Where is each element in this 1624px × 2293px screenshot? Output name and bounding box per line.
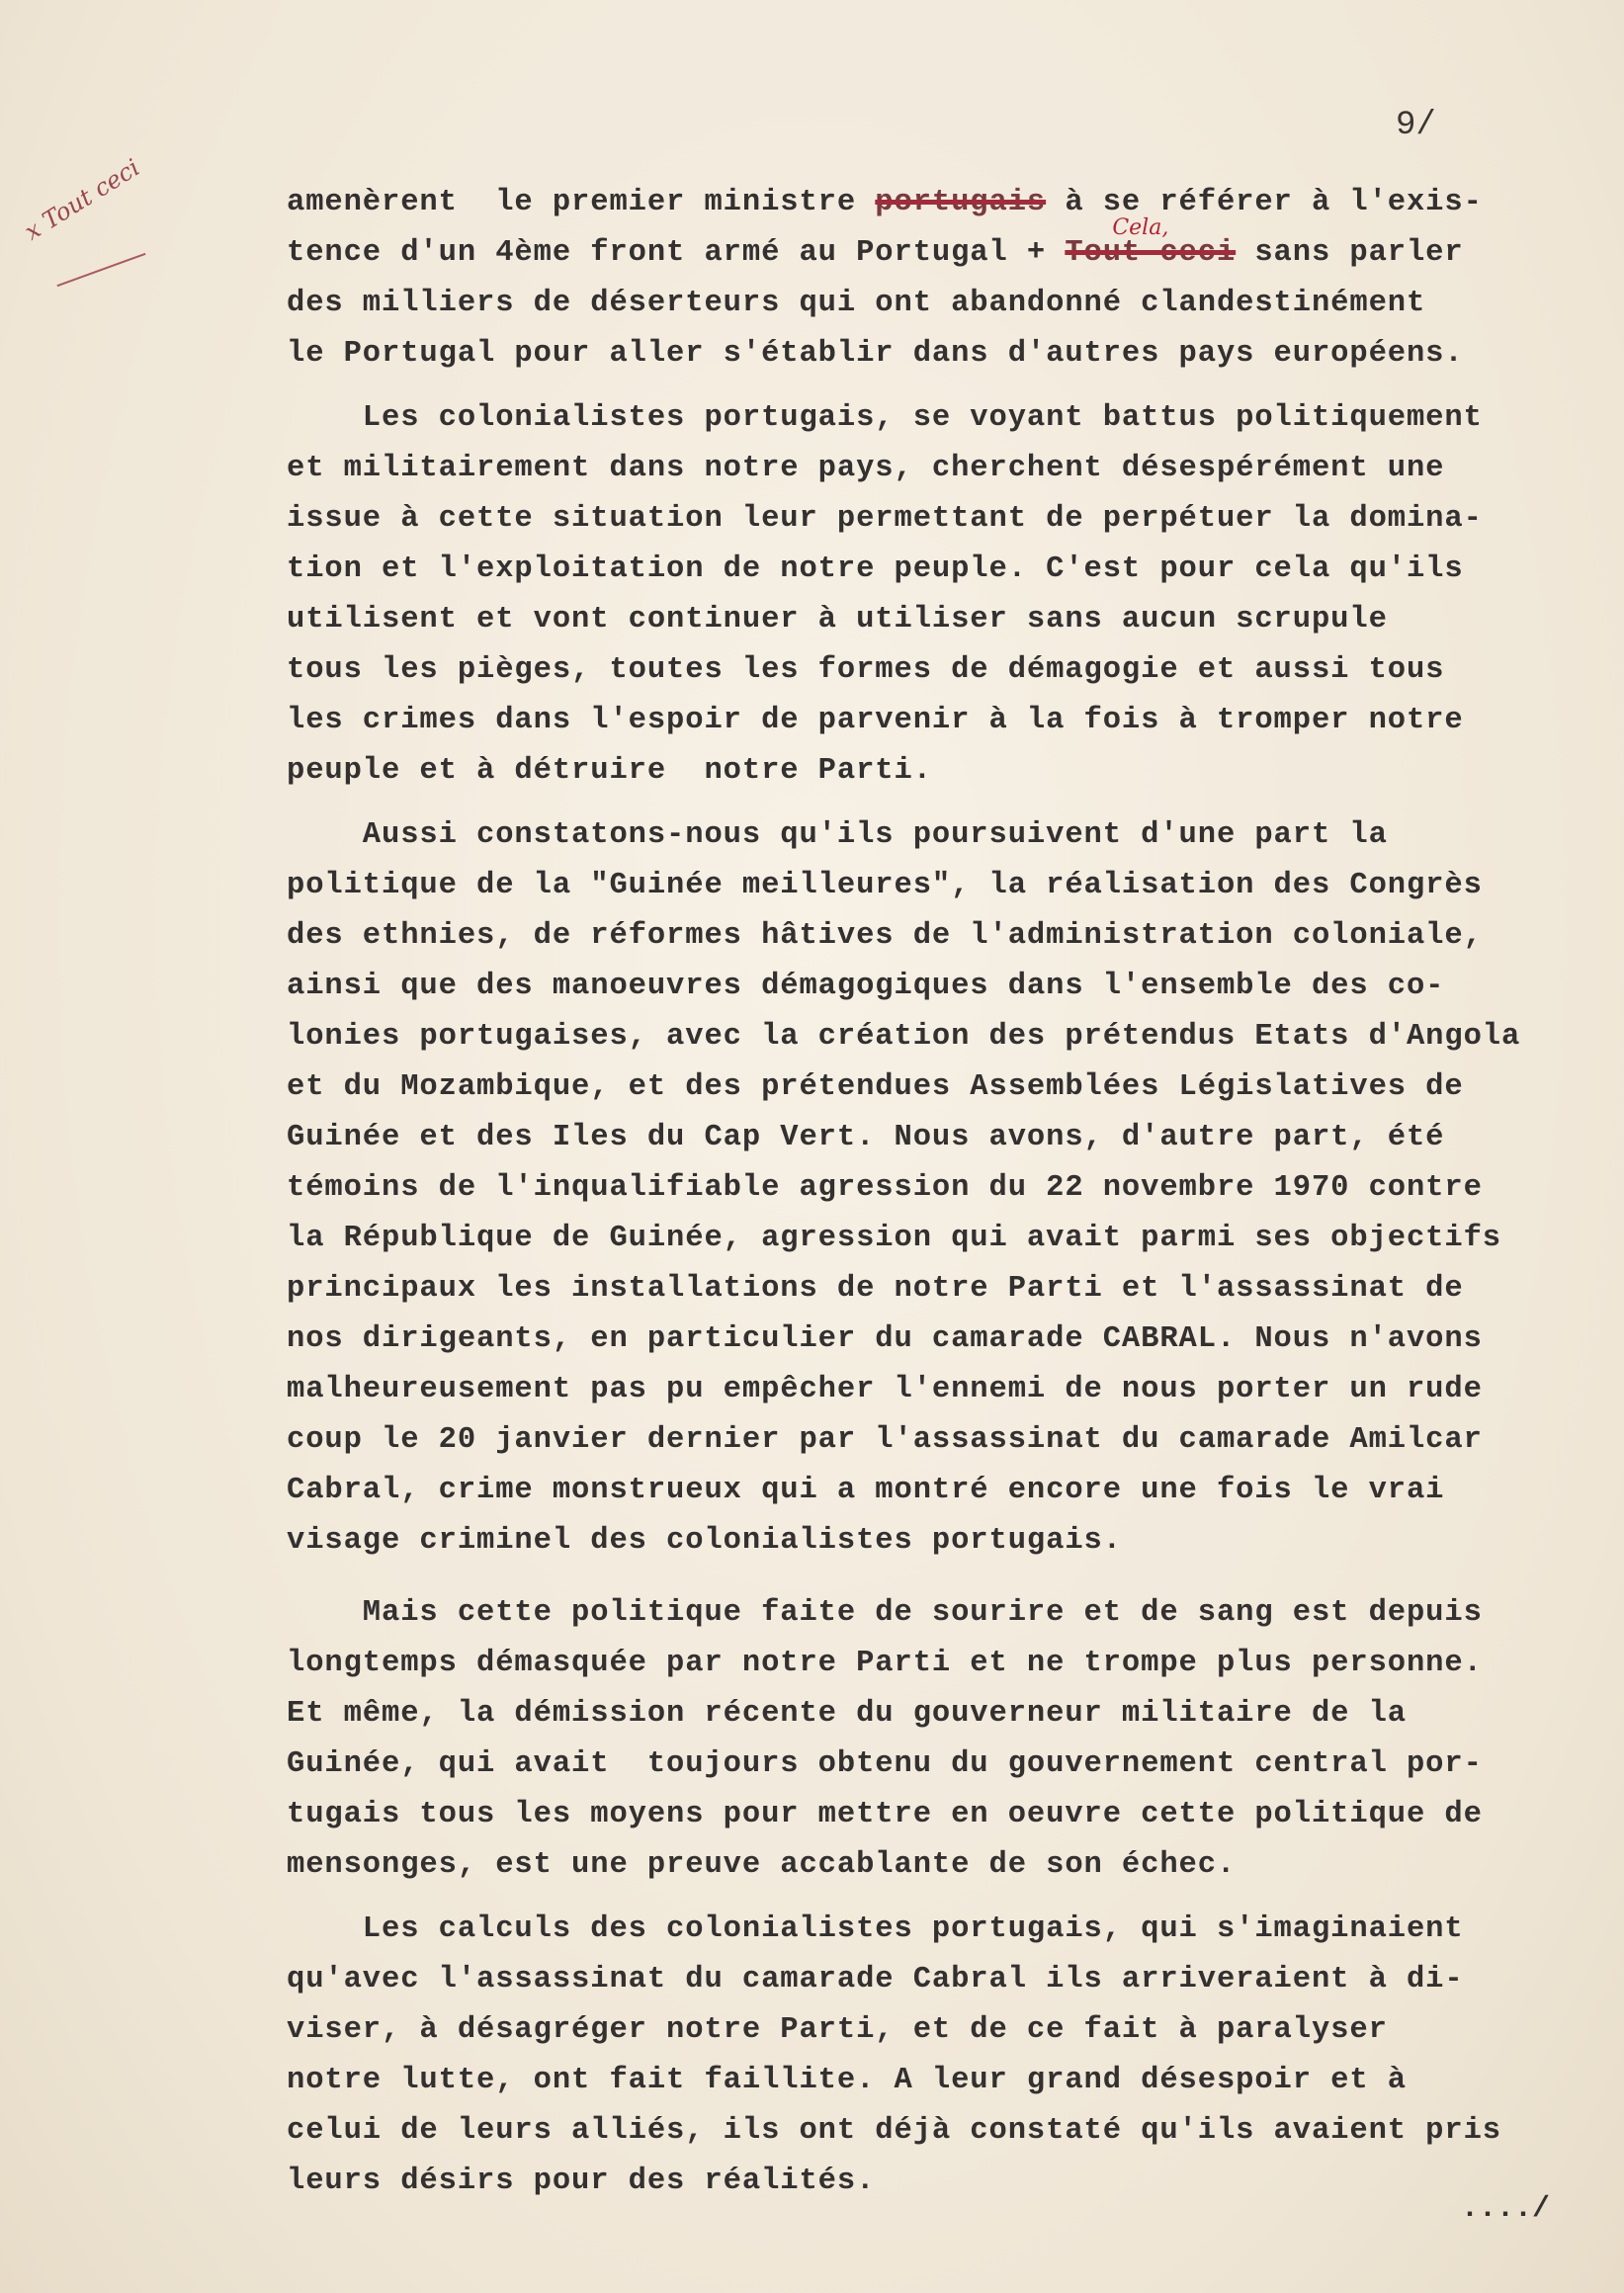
handwritten-insertion: Cela,: [1112, 215, 1169, 240]
text-line: tence d'un 4ème front armé au Portugal + Tout ceci Cela, sans parler: [287, 228, 1591, 279]
text-line: tugais tous les moyens pour mettre en oeuvre cette politique de: [287, 1798, 1483, 1831]
text-line: qu'avec l'assassinat du camarade Cabral ils arriveraient à di-: [287, 1963, 1464, 1996]
text-line: issue à cette situation leur permettant de perpétuer la domina-: [287, 502, 1483, 536]
text-line: viser, à désagréger notre Parti, et de ce fait à paralyser: [287, 2013, 1388, 2047]
text-line: peuple et à détruire notre Parti.: [287, 754, 932, 788]
text-line: Les calculs des colonialistes portugais, qui s'imaginaient: [287, 1912, 1464, 1946]
text-line: principaux les installations de notre Parti et l'assassinat de: [287, 1272, 1464, 1306]
text-line: ainsi que des manoeuvres démagogiques dans l'ensemble des co-: [287, 970, 1445, 1003]
text-line: lonies portugaises, avec la création des prétendus Etats d'Angola: [287, 1020, 1521, 1054]
paragraph: [287, 178, 1591, 380]
struck-word: portugais: [875, 186, 1047, 219]
text-line: nos dirigeants, en particulier du camarade CABRAL. Nous n'avons: [287, 1322, 1483, 1356]
text-line: et militairement dans notre pays, cherchent désespérément une: [287, 452, 1445, 485]
text-line: mensonges, est une preuve accablante de son échec.: [287, 1848, 1237, 1882]
margin-annotation: x Tout ceci: [20, 153, 145, 246]
text-line: Et même, la démission récente du gouverneur militaire de la: [287, 1697, 1407, 1731]
text-line: visage criminel des colonialistes portugais.: [287, 1524, 1122, 1558]
margin-annotation-stroke: [57, 253, 146, 287]
struck-word: Tout ceci: [1065, 236, 1237, 270]
text-line: Mais cette politique faite de sourire et de sang est depuis: [287, 1596, 1483, 1630]
text-line: Cabral, crime monstrueux qui a montré encore une fois le vrai: [287, 1474, 1445, 1507]
text-line: Aussi constatons-nous qu'ils poursuivent d'une part la: [287, 818, 1388, 852]
paragraph: [287, 393, 1591, 797]
text-line: amenèrent le premier ministre portugais à se référer à l'exis-: [287, 186, 1483, 219]
paragraph: [287, 1905, 1591, 2207]
text-line: Les colonialistes portugais, se voyant battus politiquement: [287, 401, 1483, 435]
text-line: tion et l'exploitation de notre peuple. C'est pour cela qu'ils: [287, 552, 1464, 586]
text-line: malheureusement pas pu empêcher l'ennemi de nous porter un rude: [287, 1373, 1483, 1406]
page-number: 9/: [1396, 107, 1436, 144]
paragraph: [287, 810, 1591, 1567]
text-line: tous les pièges, toutes les formes de démagogie et aussi tous: [287, 653, 1445, 687]
text-line: Guinée, qui avait toujours obtenu du gouvernement central por-: [287, 1747, 1483, 1781]
text-line: témoins de l'inqualifiable agression du 22 novembre 1970 contre: [287, 1171, 1483, 1205]
text-line: longtemps démasquée par notre Parti et ne trompe plus personne.: [287, 1647, 1483, 1680]
text-line: et du Mozambique, et des prétendues Assemblées Législatives de: [287, 1070, 1464, 1104]
text-line: celui de leurs alliés, ils ont déjà constaté qu'ils avaient pris: [287, 2114, 1501, 2148]
text-line: utilisent et vont continuer à utiliser sans aucun scrupule: [287, 603, 1388, 637]
text-line: Guinée et des Iles du Cap Vert. Nous avons, d'autre part, été: [287, 1121, 1445, 1154]
continuation-mark: ..../: [1461, 2192, 1551, 2226]
text-line: leurs désirs pour des réalités.: [287, 2165, 876, 2198]
text-line: le Portugal pour aller s'établir dans d'autres pays européens.: [287, 337, 1464, 371]
paragraph: [287, 1588, 1591, 1891]
text-line: la République de Guinée, agression qui avait parmi ses objectifs: [287, 1222, 1501, 1255]
text-line: des ethnies, de réformes hâtives de l'administration coloniale,: [287, 919, 1483, 953]
text-line: notre lutte, ont fait faillite. A leur grand désespoir et à: [287, 2064, 1407, 2097]
correction-group: [1065, 215, 1237, 279]
document-body: [287, 178, 1591, 2221]
text-line: politique de la "Guinée meilleures", la réalisation des Congrès: [287, 869, 1483, 902]
text-line: coup le 20 janvier dernier par l'assassinat du camarade Amilcar: [287, 1423, 1483, 1457]
text-line: des milliers de déserteurs qui ont abandonné clandestinément: [287, 287, 1426, 320]
text-line: les crimes dans l'espoir de parvenir à la fois à tromper notre: [287, 704, 1464, 737]
